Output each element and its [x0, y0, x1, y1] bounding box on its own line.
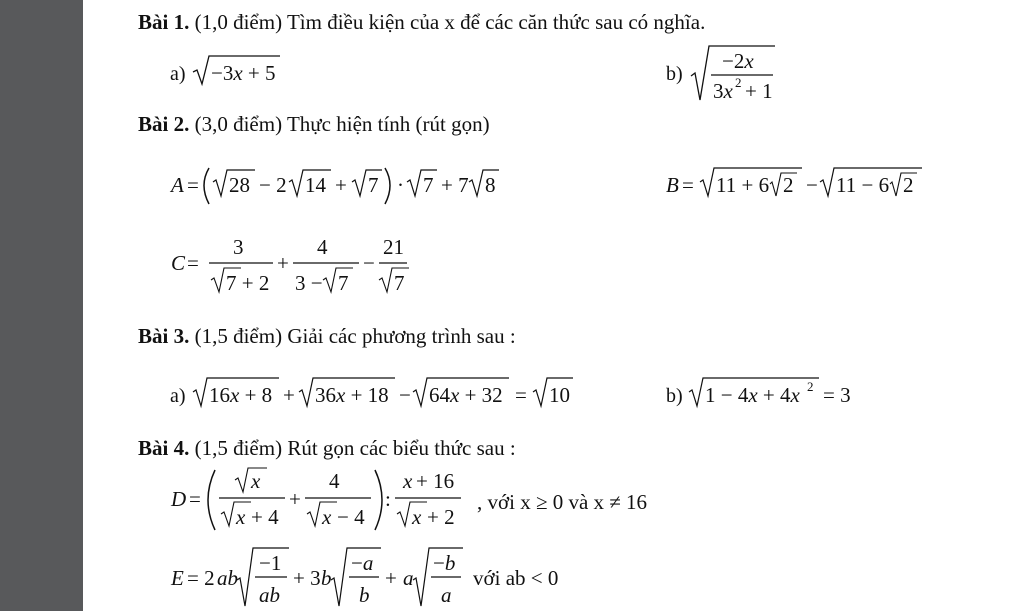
svg-text:A: A [171, 173, 184, 197]
svg-text:·: · [397, 173, 404, 197]
svg-text:7: 7 [368, 173, 379, 197]
svg-text:x: x [251, 469, 261, 493]
svg-text:3: 3 [233, 235, 244, 259]
svg-text:4: 4 [317, 235, 328, 259]
svg-text:+: + [277, 251, 289, 275]
viewer-left-panel [0, 0, 83, 611]
svg-text:+ 1: + 1 [745, 79, 773, 103]
section-label: Bài 2. [138, 112, 190, 136]
svg-text:−: − [363, 251, 375, 275]
svg-text:− 4: − 4 [337, 505, 365, 529]
item-label: a) [170, 385, 186, 407]
svg-text:16x + 8: 16x + 8 [209, 383, 273, 407]
svg-text:x: x [403, 469, 413, 493]
svg-text:21: 21 [383, 235, 404, 259]
svg-text:x: x [236, 505, 246, 529]
section-heading-bai1 [138, 10, 705, 34]
item-label: a) [170, 63, 186, 85]
svg-text:−1: −1 [259, 551, 282, 575]
svg-text:1 − 4x + 4x: 1 − 4x + 4x [705, 383, 800, 407]
section-label: Bài 1. [138, 10, 190, 34]
svg-text:2: 2 [903, 173, 914, 197]
math-expression [191, 372, 581, 416]
section-label: Bài 3. [138, 324, 190, 348]
math-expression-D [171, 464, 491, 534]
svg-text:−b: −b [433, 551, 456, 575]
svg-text:−3x + 5: −3x + 5 [211, 61, 276, 85]
svg-text:b: b [321, 566, 332, 590]
svg-text:+ 16: + 16 [416, 469, 455, 493]
svg-text:11 − 6: 11 − 6 [836, 173, 890, 197]
svg-text:28: 28 [229, 173, 250, 197]
svg-text:=: = [187, 251, 199, 275]
math-expression-E [171, 540, 471, 610]
svg-text:x: x [322, 505, 332, 529]
svg-text:+ 4: + 4 [251, 505, 279, 529]
svg-text:b: b [359, 583, 370, 607]
svg-text:4: 4 [329, 469, 340, 493]
math-expression-C [171, 230, 431, 300]
section-instruction: Rút gọn các biểu thức sau : [287, 436, 516, 460]
svg-text:ab: ab [259, 583, 280, 607]
svg-text::: : [385, 487, 391, 511]
condition-text: , với x ≥ 0 và x ≠ 16 [477, 490, 648, 514]
svg-text:C: C [171, 251, 186, 275]
condition-text: với ab < 0 [473, 566, 559, 590]
section-label: Bài 4. [138, 436, 190, 460]
section-heading-bai2 [138, 112, 490, 136]
svg-text:2: 2 [807, 379, 814, 394]
math-expression [689, 42, 779, 104]
item-label: b) [666, 385, 683, 407]
svg-text:+ 7: + 7 [441, 173, 469, 197]
svg-text:36x + 18: 36x + 18 [315, 383, 389, 407]
section-heading-bai4 [138, 436, 516, 460]
section-points: (1,0 điểm) [194, 10, 283, 34]
svg-text:x: x [412, 505, 422, 529]
svg-text:8: 8 [485, 173, 496, 197]
svg-text:10: 10 [549, 383, 570, 407]
section-points: (1,5 điểm) [194, 324, 283, 348]
svg-text:a: a [441, 583, 452, 607]
svg-text:= 2: = 2 [187, 566, 215, 590]
svg-text:= 3: = 3 [823, 383, 851, 407]
svg-text:64x + 32: 64x + 32 [429, 383, 503, 407]
svg-text:2: 2 [783, 173, 794, 197]
math-expression [687, 372, 857, 416]
svg-text:7 + 2: 7 + 2 [226, 271, 270, 295]
item-label: b) [666, 63, 683, 85]
svg-text:3 −: 3 − [295, 271, 323, 295]
svg-text:=: = [682, 173, 694, 197]
svg-text:+: + [335, 173, 347, 197]
svg-text:E: E [171, 566, 184, 590]
svg-text:− 2: − 2 [259, 173, 287, 197]
document-page [83, 0, 1024, 611]
section-points: (1,5 điểm) [194, 436, 283, 460]
svg-text:=: = [515, 383, 527, 407]
svg-text:3x: 3x [713, 79, 733, 103]
math-expression-B [666, 160, 926, 210]
svg-text:+: + [283, 383, 295, 407]
section-instruction: Giải các phương trình sau : [287, 324, 516, 348]
svg-text:−2x: −2x [722, 49, 754, 73]
math-expression-A [171, 160, 501, 210]
svg-text:11 + 6: 11 + 6 [716, 173, 770, 197]
svg-text:2: 2 [735, 75, 742, 90]
svg-text:7: 7 [338, 271, 349, 295]
svg-text:7: 7 [423, 173, 434, 197]
svg-text:+: + [289, 487, 301, 511]
svg-text:14: 14 [305, 173, 326, 197]
svg-text:ab: ab [217, 566, 238, 590]
svg-text:7: 7 [394, 271, 405, 295]
svg-text:B: B [666, 173, 679, 197]
svg-text:+ 2: + 2 [427, 505, 455, 529]
section-instruction: Tìm điều kiện của x để các căn thức sau có nghĩa. [286, 10, 706, 34]
svg-text:+: + [385, 566, 397, 590]
section-heading-bai3 [138, 324, 516, 348]
svg-text:+ 3: + 3 [293, 566, 321, 590]
svg-text:−: − [806, 173, 818, 197]
svg-text:D: D [171, 487, 187, 511]
svg-text:a: a [403, 566, 414, 590]
svg-text:−a: −a [351, 551, 374, 575]
svg-text:=: = [189, 487, 201, 511]
section-points: (3,0 điểm) [194, 112, 283, 136]
math-expression [191, 52, 291, 88]
svg-text:−: − [399, 383, 411, 407]
svg-text:=: = [187, 173, 199, 197]
section-instruction: Thực hiện tính (rút gọn) [286, 112, 490, 136]
